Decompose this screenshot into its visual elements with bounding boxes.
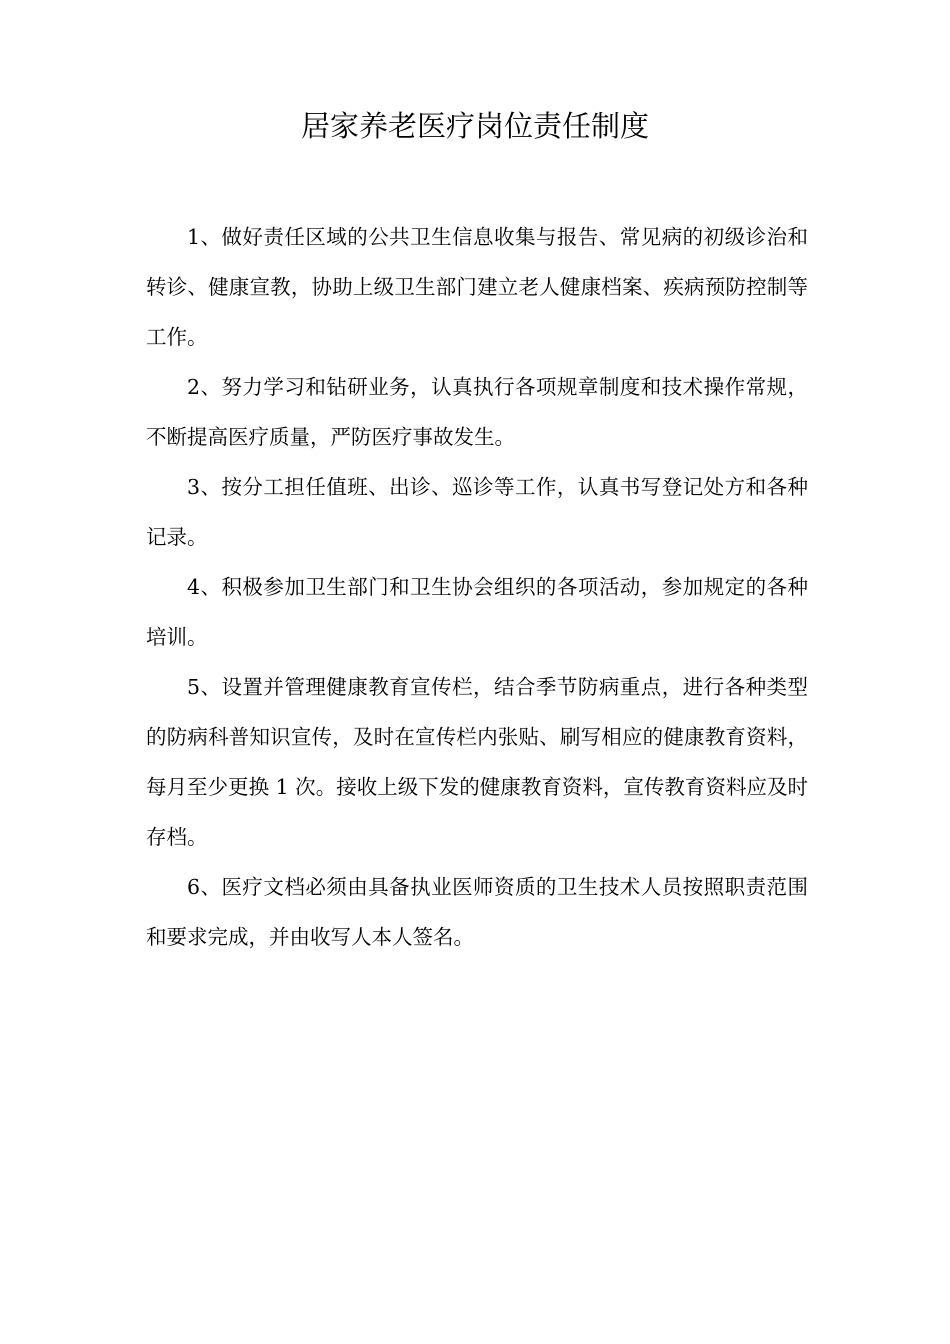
paragraph-2: 2、努力学习和钻研业务，认真执行各项规章制度和技术操作常规，不断提高医疗质量，严防医疗事故发生。 — [146, 375, 808, 449]
document-title: 居家养老医疗岗位责任制度 — [300, 109, 649, 143]
paragraph-5: 5、设置并管理健康教育宣传栏，结合季节防病重点，进行各种类型的防病科普知识宣传，及时在宣传栏内张贴、刷写相应的健康教育资料，每月至少更换 1 次。接收上级下发的健康教育资料，宣传教育资料应及时存档。 — [146, 675, 808, 849]
document-body — [146, 212, 808, 962]
paragraph-6: 6、医疗文档必须由具备执业医师资质的卫生技术人员按照职责范围和要求完成，并由收写人本人签名。 — [146, 875, 808, 949]
paragraph-4: 4、积极参加卫生部门和卫生协会组织的各项活动，参加规定的各种培训。 — [146, 575, 808, 649]
paragraph-1: 1、做好责任区域的公共卫生信息收集与报告、常见病的初级诊治和转诊、健康宣教，协助上级卫生部门建立老人健康档案、疾病预防控制等工作。 — [146, 225, 808, 349]
paragraph-3: 3、按分工担任值班、出诊、巡诊等工作，认真书写登记处方和各种记录。 — [146, 475, 808, 549]
